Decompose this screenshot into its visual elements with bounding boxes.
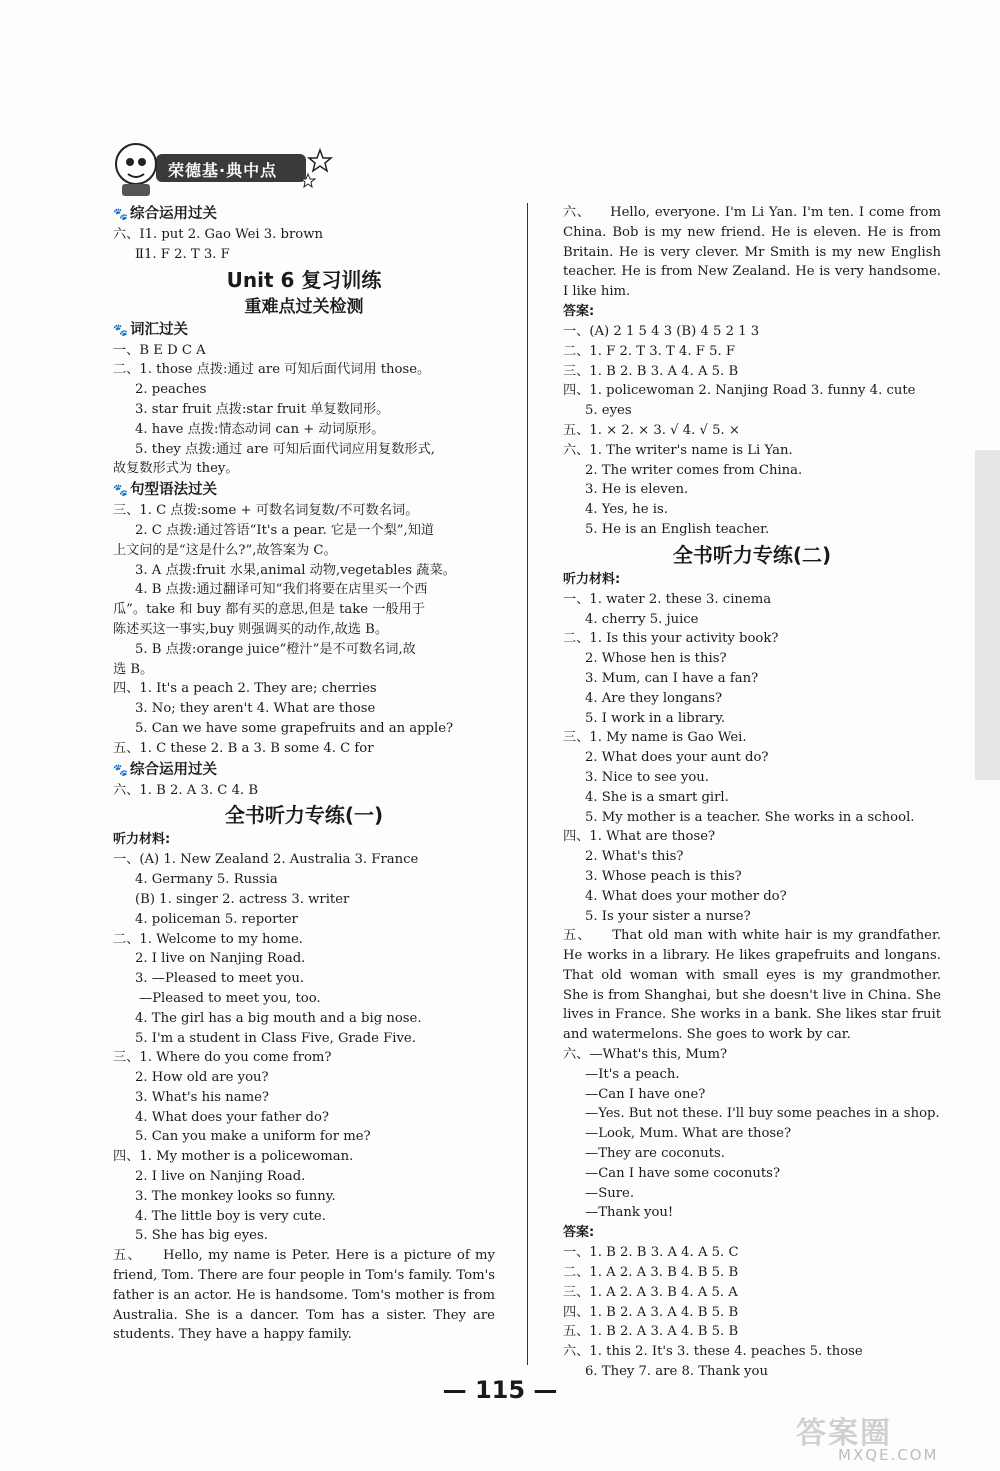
answer-line: 四、1. It's a peach 2. They are; cherries [113,681,377,697]
material-line: 三、1. Where do you come from? [113,1050,332,1066]
material-paragraph: 五、 Hello, my name is Peter. Here is a picture of my friend, Tom. There are four people in Tom's family. Tom's father is an actor. He is handsome. Tom's mother is from Australia. She is a dancer. Tom has a sister. They are students. They have a happy family. [113,1248,495,1343]
answer-line: 三、1. A 2. A 3. B 4. A 5. A [563,1284,738,1300]
answer-line: 三、1. B 2. B 3. A 4. A 5. B [563,363,739,379]
column-divider [527,203,528,1365]
material-line: 3. What's his name? [135,1089,269,1105]
answer-line: 2. peaches [135,382,207,398]
answer-line: 一、1. B 2. B 3. A 4. A 5. C [563,1245,739,1261]
paw-icon: 🐾 [113,762,128,777]
answer-line: 4. have 点拨:情态动词 can + 动词原形。 [135,421,385,437]
material-line: 5. I work in a library. [585,710,726,726]
answer-line: 五、1. B 2. A 3. A 4. B 5. B [563,1324,739,1340]
material-line: 三、1. My name is Gao Wei. [563,730,747,746]
material-line: 4. She is a smart girl. [585,789,729,805]
answer-line: 4. Yes, he is. [585,502,668,518]
paw-icon: 🐾 [113,322,128,337]
material-line: 2. What's this? [585,849,684,865]
page-edge-strip [975,450,1000,780]
section-heading: 🐾 综合运用过关 [113,761,217,778]
answer-line: 2. C 点拨:通过答语“It's a pear. 它是一个梨”,知道 [135,522,435,538]
right-column [563,203,941,1382]
material-line: 4. The little boy is very cute. [135,1208,326,1224]
material-line: 4. What does your father do? [135,1109,329,1125]
material-line: (B) 1. singer 2. actress 3. writer [135,891,350,907]
dialogue-line: —Thank you! [585,1205,674,1221]
dialogue-line: —Look, Mum. What are those? [585,1126,792,1142]
watermark-logo: 答案圈 [796,1416,892,1451]
material-line: 2. How old are you? [135,1070,269,1086]
answer-line: 瓜”。take 和 buy 都有买的意思,但是 take 一般用于 [113,602,426,618]
answer-line: 3. A 点拨:fruit 水果,animal 动物,vegetables 蔬菜。 [135,562,456,578]
material-line: 一、1. water 2. these 3. cinema [563,591,772,607]
material-line: 2. What does your aunt do? [585,750,769,766]
answer-label: 答案: [563,303,595,319]
material-line: 4. Germany 5. Russia [135,872,278,888]
answer-line: 六、1. this 2. It's 3. these 4. peaches 5. those [563,1344,863,1360]
material-line: 5. I'm a student in Class Five, Grade Five. [135,1030,416,1046]
answer-line: 一、B E D C A [113,342,206,358]
material-line: 4. policeman 5. reporter [135,911,298,927]
material-line: 四、1. What are those? [563,829,716,845]
answer-line: 六、Ⅰ1. put 2. Gao Wei 3. brown [113,227,324,242]
answer-line: 二、1. A 2. A 3. B 4. B 5. B [563,1265,739,1281]
answer-line: 5. eyes [585,403,632,419]
answer-line: 四、1. B 2. A 3. A 4. B 5. B [563,1304,739,1320]
material-line: 4. The girl has a big mouth and a big nose. [135,1010,422,1026]
material-paragraph: 五、 That old man with white hair is my grandfather. He works in a library. He likes grapefruits and longans. That old woman with small eyes is my grandmother. She is from Shanghai, but she doesn't live in China. She lives in France. She works in a bank. She likes star fruit and watermelons. She goes to work by car. [563,928,941,1043]
material-line: 5. My mother is a teacher. She works in a school. [585,809,915,825]
material-paragraph: 六、 Hello, everyone. I'm Li Yan. I'm ten. I come from China. Bob is my new friend. He is eleven. He is from Britain. He is very clever. Mr Smith is my new English teacher. He is from New Zealand. He is very handsome. I like him. [563,205,941,300]
answer-line: Ⅱ1. F 2. T 3. F [135,246,230,262]
listening-title: 全书听力专练(二) [672,542,832,567]
material-line: 3. The monkey looks so funny. [135,1188,336,1204]
material-line: 3. Nice to see you. [585,769,709,785]
answer-line: 6. They 7. are 8. Thank you [585,1364,768,1380]
paw-icon: 🐾 [113,483,128,498]
answer-line: 五、1. × 2. × 3. √ 4. √ 5. × [563,422,740,438]
material-line: 二、1. Is this your activity book? [563,631,779,647]
dialogue-line: —Can I have some coconuts? [585,1165,781,1181]
material-line: 5. Can you make a uniform for me? [135,1129,371,1145]
material-line: —Pleased to meet you, too. [139,990,321,1006]
answer-line: 六、1. B 2. A 3. C 4. B [113,782,259,798]
logo-text: 荣德基·典中点 [168,161,278,180]
material-line: 3. Whose peach is this? [585,868,742,884]
dialogue-line: 六、—What's this, Mum? [563,1047,728,1063]
unit-subtitle: 重难点过关检测 [244,296,364,317]
dialogue-line: —Can I have one? [585,1086,706,1102]
dialogue-line: —They are coconuts. [585,1146,725,1162]
dialogue-line: —It's a peach. [585,1066,680,1082]
answer-line: 3. star fruit 点拨:star fruit 单复数同形。 [135,401,390,417]
listening-material-label: 听力材料: [563,571,621,587]
material-line: 4. What does your mother do? [585,888,787,904]
answer-line: 2. The writer comes from China. [585,462,803,478]
answer-line: 五、1. C these 2. B a 3. B some 4. C for [113,740,374,756]
material-line: 2. I live on Nanjing Road. [135,951,306,967]
material-line: 四、1. My mother is a policewoman. [113,1149,354,1165]
material-line: 4. cherry 5. juice [585,611,699,627]
answer-line: 选 B。 [113,661,154,677]
answer-line: 5. they 点拨:通过 are 可知后面代词应用复数形式, [135,441,436,457]
answer-line: 陈述买这一事实,buy 则强调买的动作,故选 B。 [113,621,389,637]
answer-label: 答案: [563,1225,595,1241]
answer-line: 3. No; they aren't 4. What are those [135,701,376,717]
answer-line: 上文问的是“这是什么?”,故答案为 C。 [113,542,337,558]
answer-line: 四、1. policewoman 2. Nanjing Road 3. funny 4. cute [563,383,916,399]
answer-line: 5. B 点拨:orange juice“橙汁”是不可数名词,故 [135,641,416,657]
answer-line: 故复数形式为 they。 [113,461,239,477]
answer-line: 4. B 点拨:通过翻译可知“我们将要在店里买一个西 [135,582,428,598]
answer-line: 5. Can we have some grapefruits and an apple? [135,720,454,736]
header-banner [108,140,334,198]
material-line: 2. I live on Nanjing Road. [135,1169,306,1185]
answer-line: 二、1. those 点拨:通过 are 可知后面代词用 those。 [113,362,431,378]
dialogue-line: —Yes. But not these. I'll buy some peaches in a shop. [585,1106,940,1122]
listening-title: 全书听力专练(一) [224,803,384,828]
material-line: 2. Whose hen is this? [585,651,727,667]
answer-line: 一、(A) 2 1 5 4 3 (B) 4 5 2 1 3 [563,323,760,339]
listening-material-label: 听力材料: [113,832,171,848]
section-heading: 🐾 综合运用过关 [113,206,217,222]
answer-line: 二、1. F 2. T 3. T 4. F 5. F [563,343,736,359]
answer-line: 3. He is eleven. [585,482,689,498]
left-column [113,203,495,1345]
answer-line: 三、1. C 点拨:some + 可数名词复数/不可数名词。 [113,503,419,519]
material-line: 3. Mum, can I have a fan? [585,670,759,686]
material-line: 二、1. Welcome to my home. [113,931,303,947]
answer-line: 5. He is an English teacher. [585,521,770,537]
paw-icon: 🐾 [113,207,128,221]
material-line: 一、(A) 1. New Zealand 2. Australia 3. France [113,852,419,868]
page-number: — 115 — [442,1376,558,1404]
material-line: 4. Are they longans? [585,690,723,706]
section-heading: 🐾 句型语法过关 [113,482,217,499]
material-line: 3. —Pleased to meet you. [135,971,305,987]
dialogue-line: —Sure. [585,1185,635,1201]
section-heading: 🐾 词汇过关 [113,321,188,338]
answer-line: 六、1. The writer's name is Li Yan. [563,442,793,458]
material-line: 5. Is your sister a nurse? [585,908,751,924]
watermark-url: MXQE.COM [838,1446,939,1464]
unit-title: Unit 6 复习训练 [226,267,382,292]
material-line: 5. She has big eyes. [135,1228,268,1244]
